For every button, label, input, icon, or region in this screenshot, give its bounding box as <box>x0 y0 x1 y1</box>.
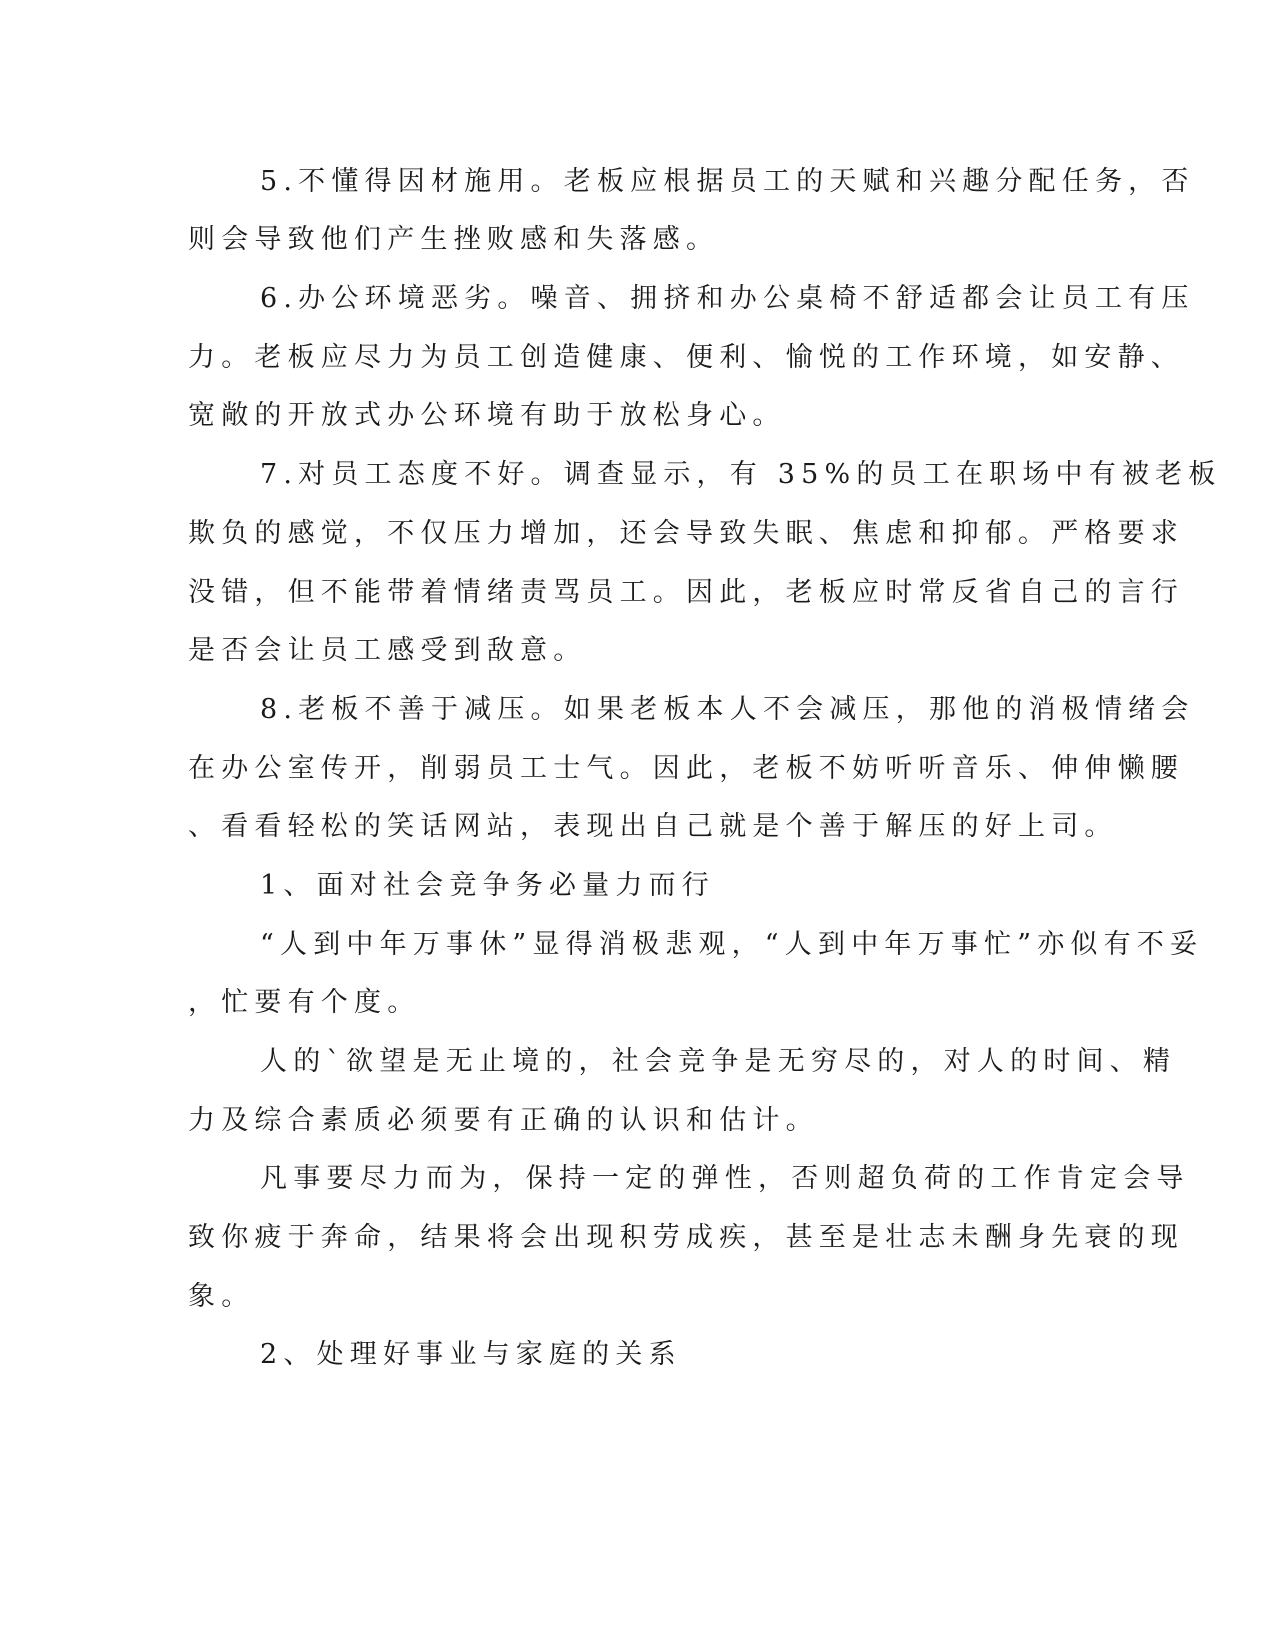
text-line: 人的`欲望是无止境的，社会竞争是无穷尽的，对人的时间、精 <box>260 1046 1177 1077</box>
text-line: 7.对员工态度不好。调查显示，有 35%的员工在职场中有被老板 <box>260 459 1222 490</box>
text-line: 6.办公环境恶劣。噪音、拥挤和办公桌椅不舒适都会让员工有压 <box>260 283 1195 314</box>
text-line: 在办公室传开，削弱员工士气。因此，老板不妨听听音乐、伸伸懒腰 <box>188 753 1184 784</box>
text-line: 、看看轻松的笑话网站，表现出自己就是个善于解压的好上司。 <box>188 811 1118 842</box>
text-line: 5.不懂得因材施用。老板应根据员工的天赋和兴趣分配任务，否 <box>260 166 1195 197</box>
section-heading: 2、处理好事业与家庭的关系 <box>260 1339 682 1370</box>
text-line: 则会导致他们产生挫败感和失落感。 <box>188 224 720 255</box>
text-line: 没错，但不能带着情绪责骂员工。因此，老板应时常反省自己的言行 <box>188 577 1184 608</box>
text-line: 致你疲于奔命，结果将会出现积劳成疾，甚至是壮志未酬身先衰的现 <box>188 1222 1184 1253</box>
text-line: 宽敞的开放式办公环境有助于放松身心。 <box>188 400 786 431</box>
text-line: 凡事要尽力而为，保持一定的弹性，否则超负荷的工作肯定会导 <box>260 1163 1190 1194</box>
text-line: 力及综合素质必须要有正确的认识和估计。 <box>188 1105 819 1136</box>
text-line: “人到中年万事休”显得消极悲观，“人到中年万事忙”亦似有不妥 <box>260 929 1204 960</box>
text-line: 是否会让员工感受到敌意。 <box>188 635 587 666</box>
text-line: 8.老板不善于减压。如果老板本人不会减压，那他的消极情绪会 <box>260 694 1195 725</box>
text-line: 象。 <box>188 1281 255 1312</box>
text-line: ，忙要有个度。 <box>188 987 421 1018</box>
text-line: 力。老板应尽力为员工创造健康、便利、愉悦的工作环境，如安静、 <box>188 342 1184 373</box>
text-line: 欺负的感觉，不仅压力增加，还会导致失眠、焦虑和抑郁。严格要求 <box>188 518 1184 549</box>
section-heading: 1、面对社会竞争务必量力而行 <box>260 870 715 901</box>
